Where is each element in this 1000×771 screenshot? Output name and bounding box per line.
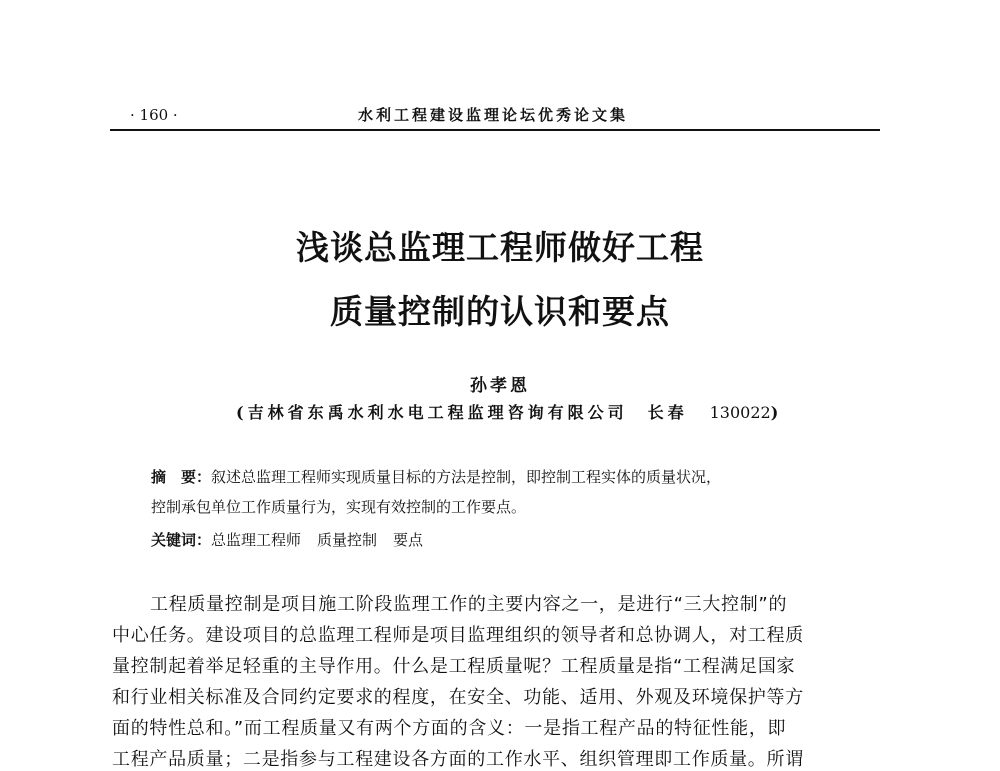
affiliation-postcode: 130022 — [709, 403, 771, 422]
abstract-line-2: 控制承包单位工作质量行为，实现有效控制的工作要点。 — [151, 498, 527, 516]
body-paragraph-line: 工程产品质量；二是指参与工程建设各方面的工作水平、组织管理即工作质量。所谓 — [112, 749, 804, 770]
keyword-item: 总监理工程师 — [211, 531, 302, 549]
body-paragraph-line: 和行业相关标准及合同约定要求的程度，在安全、功能、适用、外观及环境保护等方 — [112, 687, 804, 708]
keyword-item: 要点 — [393, 531, 424, 549]
affiliation-close-paren: ) — [770, 403, 783, 422]
header-rule — [110, 129, 880, 131]
body-paragraph-line: 中心任务。建设项目的总监理工程师是项目监理组织的领导者和总协调人，对工程质 — [112, 625, 804, 646]
running-title: 水利工程建设监理论坛优秀论文集 — [358, 106, 629, 124]
article-title-line-1: 浅谈总监理工程师做好工程 — [296, 228, 704, 267]
keywords-label: 关键词： — [151, 531, 212, 549]
affiliation-open-paren: ( — [236, 403, 248, 422]
abstract-text-1: 叙述总监理工程师实现质量目标的方法是控制，即控制工程实体的质量状况， — [211, 468, 722, 486]
body-paragraph-line: 面的特性总和。”而工程质量又有两个方面的含义：一是指工程产品的特征性能，即 — [112, 718, 787, 739]
keywords — [151, 529, 423, 550]
body-paragraph-line: 工程质量控制是项目施工阶段监理工作的主要内容之一，是进行“三大控制”的 — [150, 594, 788, 615]
affiliation — [236, 400, 782, 423]
affiliation-city: 长春 — [647, 403, 688, 422]
abstract-label: 摘 要： — [151, 468, 212, 486]
author-name: 孙孝恩 — [470, 376, 530, 396]
body-paragraph-line: 量控制起着举足轻重的主导作用。什么是工程质量呢？工程质量是指“工程满足国家 — [112, 656, 796, 677]
page-number: · 160 · — [130, 106, 178, 124]
page-header — [110, 100, 880, 130]
keyword-item: 质量控制 — [317, 531, 378, 549]
affiliation-organization: 吉林省东禹水利水电工程监理咨询有限公司 — [247, 403, 628, 422]
abstract-line-1 — [151, 466, 721, 487]
article-title-line-2: 质量控制的认识和要点 — [330, 292, 670, 331]
